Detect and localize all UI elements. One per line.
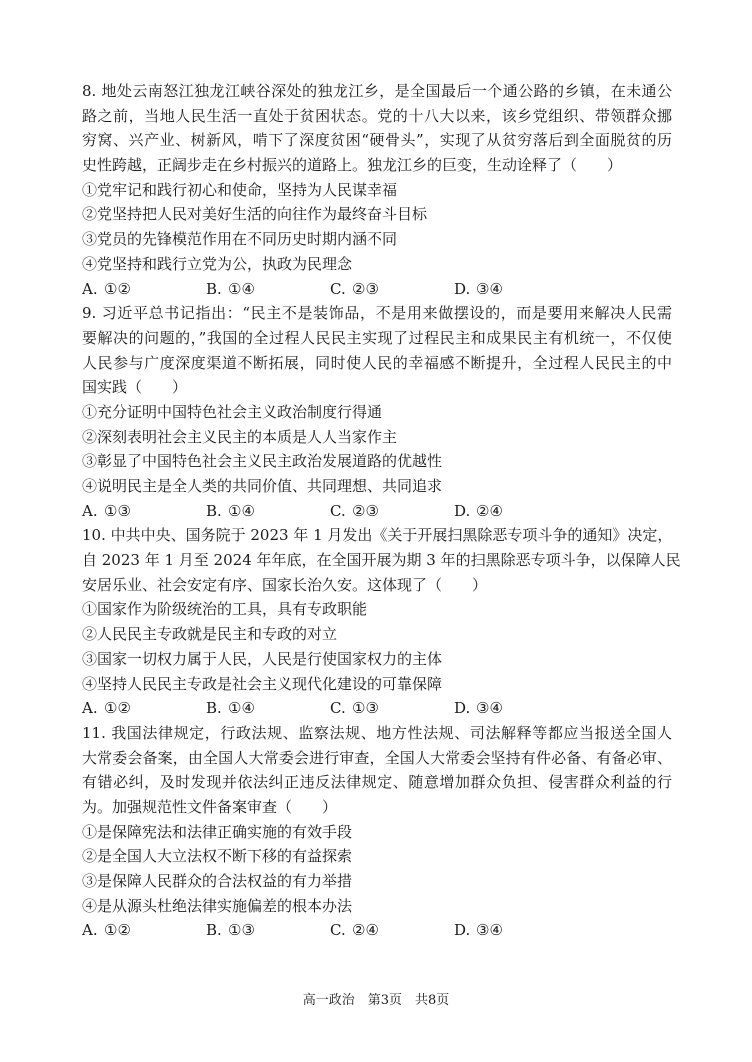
statement-1: ①是保障宪法和法律正确实施的有效手段: [82, 822, 353, 841]
option-text: ①③: [352, 699, 379, 718]
option-a: [82, 277, 206, 302]
option-d: [454, 696, 578, 721]
option-text: ①③: [228, 921, 255, 940]
option-b: [206, 696, 330, 721]
question-stem-line: 要解决的问题的，”我国的全过程人民民主实现了过程民主和成果民主有机统一，不仅使: [82, 328, 672, 347]
statement-4: ④说明民主是全人类的共同价值、共同理想、共同追求: [82, 477, 443, 495]
option-c: [330, 277, 454, 302]
question-stem-line: 史性跨越，正阔步走在乡村振兴的道路上。独龙江乡的巨变，生动诠释了（ ）: [82, 156, 623, 175]
option-text: ③④: [476, 699, 503, 718]
option-text: ①④: [228, 279, 255, 298]
statement-3: ③彰显了中国特色社会主义民主政治发展道路的优越性: [82, 452, 443, 471]
option-text: ①②: [104, 279, 131, 298]
option-letter: D.: [454, 699, 471, 718]
option-text: ①④: [228, 501, 255, 520]
option-b: [206, 918, 330, 943]
page-footer: 高一政治 第3页 共8页: [302, 993, 450, 1008]
question-stem-line: 11. 我国法律规定，行政法规、监察法规、地方性法规、司法解释等都应当报送全国人: [82, 723, 672, 742]
option-b: [206, 277, 330, 302]
option-a: [82, 918, 206, 943]
option-letter: C.: [330, 501, 346, 520]
option-text: ③④: [476, 279, 503, 298]
answer-options: [82, 918, 672, 943]
option-letter: C.: [330, 921, 346, 940]
option-letter: D.: [454, 921, 471, 940]
option-letter: D.: [454, 279, 471, 298]
option-letter: A.: [82, 279, 98, 298]
statement-2: ②党坚持把人民对美好生活的向往作为最终奋斗目标: [82, 205, 428, 224]
question-8: [82, 79, 672, 301]
option-letter: B.: [206, 699, 222, 718]
question-stem-line: 自 2023 年 1 月至 2024 年年底，在全国开展为期 3 年的扫黑除恶专项斗争，以保障人民: [82, 551, 681, 570]
question-stem-line: 有错必纠，及时发现并依法纠正违反法律规定、随意增加群众负担、侵害群众利益的行: [82, 773, 672, 792]
statement-1: ①党牢记和践行初心和使命，坚持为人民谋幸福: [82, 180, 398, 199]
answer-options: [82, 277, 672, 302]
option-text: ①②: [104, 699, 131, 718]
option-letter: B.: [206, 921, 222, 940]
option-text: ③④: [476, 921, 503, 940]
statement-3: ③国家一切权力属于人民，人民是行使国家权力的主体: [82, 649, 443, 668]
option-text: ②③: [352, 501, 379, 520]
option-letter: B.: [206, 501, 222, 520]
statement-2: ②是全国人大立法权不断下移的有益探索: [82, 847, 353, 866]
question-stem-line: 大常委会备案，由全国人大常委会进行审查，全国人大常委会坚持有件必备、有备必审、: [82, 748, 672, 767]
option-text: ①②: [104, 921, 131, 940]
option-letter: A.: [82, 699, 98, 718]
option-text: ②④: [352, 921, 379, 940]
question-10: [82, 523, 681, 721]
question-stem-line: 安居乐业、社会安定有序、国家长治久安。这体现了（ ）: [82, 575, 488, 594]
question-stem-line: 8. 地处云南怒江独龙江峡谷深处的独龙江乡，是全国最后一个通公路的乡镇，在未通公: [82, 82, 672, 100]
statement-2: ②人民民主专政就是民主和专政的对立: [82, 625, 338, 644]
statement-3: ③是保障人民群众的合法权益的有力举措: [82, 872, 353, 890]
option-c: [330, 918, 454, 943]
question-stem-line: 10. 中共中央、国务院于 2023 年 1 月发出《关于开展扫黑除恶专项斗争的通知》决定，: [82, 526, 673, 545]
question-stem-line: 为。加强规范性文件备案审查（ ）: [82, 797, 338, 816]
exam-page: [82, 79, 681, 943]
option-d: [454, 918, 578, 943]
option-letter: A.: [82, 921, 98, 940]
option-a: [82, 499, 206, 524]
statement-1: ①充分证明中国特色社会主义政治制度行得通: [82, 402, 383, 421]
statement-3: ③党员的先锋模范作用在不同历史时期内涵不同: [82, 230, 398, 249]
question-9: [82, 301, 672, 523]
statement-4: ④党坚持和践行立党为公，执政为民理念: [82, 254, 353, 273]
option-letter: A.: [82, 501, 98, 520]
question-stem-line: 国实践（ ）: [82, 378, 188, 397]
option-text: ①③: [104, 501, 131, 520]
question-11: [82, 721, 672, 943]
option-letter: B.: [206, 279, 222, 298]
option-letter: C.: [330, 699, 346, 718]
option-d: [454, 277, 578, 302]
option-text: ②③: [352, 279, 379, 298]
answer-options: [82, 696, 672, 721]
option-d: [454, 499, 578, 524]
option-a: [82, 696, 206, 721]
option-letter: D.: [454, 501, 471, 520]
option-text: ②④: [476, 501, 503, 520]
statement-1: ①国家作为阶级统治的工具，具有专政职能: [82, 600, 368, 619]
option-text: ①④: [228, 699, 255, 718]
option-b: [206, 499, 330, 524]
question-stem-line: 9. 习近平总书记指出：“民主不是装饰品，不是用来做摆设的，而是要用来解决人民需: [82, 304, 672, 323]
option-c: [330, 499, 454, 524]
question-stem-line: 路之前，当地人民生活一直处于贫困状态。党的十八大以来，该乡党组织、带领群众挪: [82, 106, 672, 125]
answer-options: [82, 499, 672, 524]
statement-4: ④坚持人民民主专政是社会主义现代化建设的可靠保障: [82, 674, 443, 693]
option-c: [330, 696, 454, 721]
question-stem-line: 人民参与广度深度渠道不断拓展，同时使人民的幸福感不断提升，全过程人民民主的中: [82, 353, 672, 372]
question-stem-line: 穷窝、兴产业、树新风，啃下了深度贫困“硬骨头”，实现了从贫穷落后到全面脱贫的历: [82, 131, 672, 150]
statement-4: ④是从源头杜绝法律实施偏差的根本办法: [82, 896, 353, 915]
statement-2: ②深刻表明社会主义民主的本质是人人当家作主: [82, 427, 398, 446]
option-letter: C.: [330, 279, 346, 298]
